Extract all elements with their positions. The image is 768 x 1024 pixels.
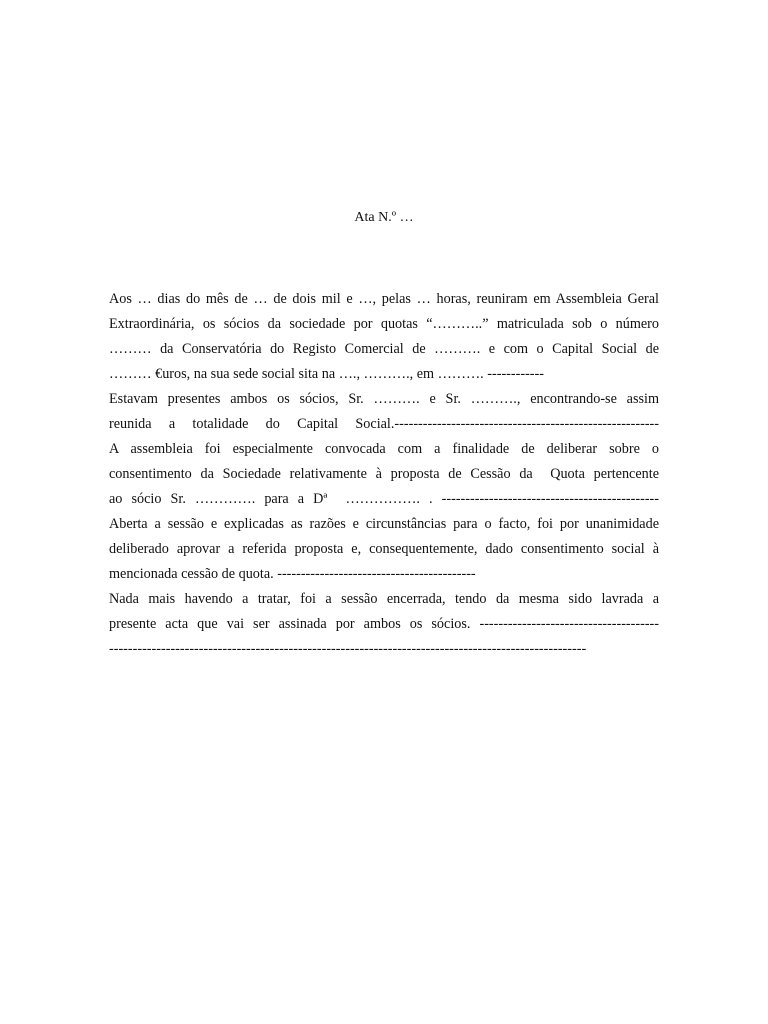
text-line: ……… €uros, na sua sede social sita na …., ………., em ………. ------------ xyxy=(109,366,544,382)
text-line: Nada mais havendo a tratar, foi a sessão encerrada, tendo da mesma sido lavrada a xyxy=(109,591,659,607)
text-line: ----------------------------------------------------------------------------------------------------- xyxy=(109,641,587,657)
text-line: Estavam presentes ambos os sócios, Sr. ………. e Sr. ………., encontrando-se assim xyxy=(109,391,659,407)
text-line: presente acta que vai ser assinada por ambos os sócios. -------------------------------------- xyxy=(109,616,659,632)
text-line: Aberta a sessão e explicadas as razões e circunstâncias para o facto, foi por unanimidade xyxy=(109,516,659,532)
text-line: Extraordinária, os sócios da sociedade por quotas “………..” matriculada sob o número xyxy=(109,316,659,332)
text-line: consentimento da Sociedade relativamente à proposta de Cessão da Quota pertencente xyxy=(109,466,659,482)
text-line: mencionada cessão de quota. ------------------------------------------ xyxy=(109,566,476,582)
text-line: deliberado aprovar a referida proposta e, consequentemente, dado consentimento social à xyxy=(109,541,659,557)
document-body xyxy=(109,287,659,662)
text-line: ao sócio Sr. …………. para a Dª ……………. . ---------------------------------------------- xyxy=(109,491,659,507)
text-line: Aos … dias do mês de … de dois mil e …, pelas … horas, reuniram em Assembleia Geral xyxy=(109,291,659,307)
text-line: A assembleia foi especialmente convocada com a finalidade de deliberar sobre o xyxy=(109,441,659,457)
text-line: reunida a totalidade do Capital Social.-------------------------------------------------------- xyxy=(109,416,659,432)
document-title: Ata N.º … xyxy=(354,210,414,225)
text-line: ……… da Conservatória do Registo Comercial de ………. e com o Capital Social de xyxy=(109,341,659,357)
